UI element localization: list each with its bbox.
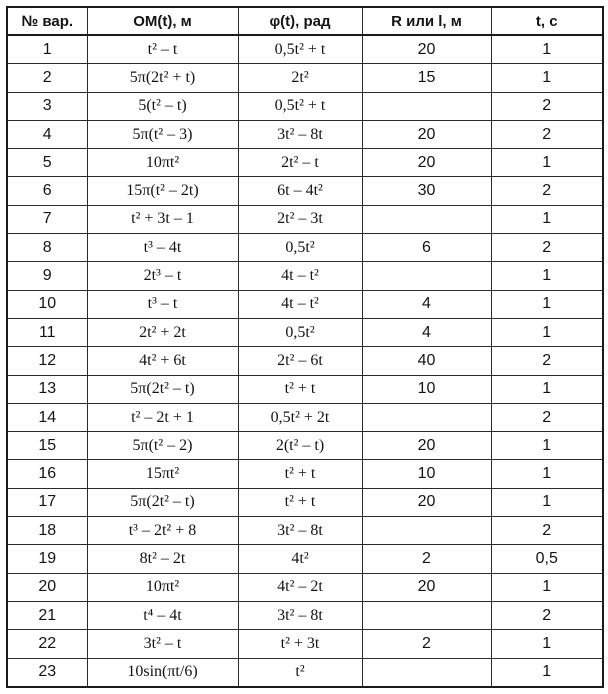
cell-om: t³ – 2t² + 8 bbox=[87, 517, 238, 545]
cell-variant-number: 21 bbox=[7, 601, 87, 629]
cell-time: 1 bbox=[491, 205, 603, 233]
cell-phi: t² + 3t bbox=[238, 630, 362, 658]
cell-om: 5π(2t² – t) bbox=[87, 375, 238, 403]
cell-phi: 0,5t² + t bbox=[238, 35, 362, 64]
cell-phi: 6t – 4t² bbox=[238, 177, 362, 205]
cell-variant-number: 15 bbox=[7, 432, 87, 460]
cell-variant-number: 23 bbox=[7, 658, 87, 687]
cell-time: 1 bbox=[491, 149, 603, 177]
header-phi: φ(t), рад bbox=[238, 7, 362, 35]
cell-phi: 4t² bbox=[238, 545, 362, 573]
cell-om: 3t² – t bbox=[87, 630, 238, 658]
table-row bbox=[7, 347, 603, 375]
cell-r-or-l bbox=[362, 517, 491, 545]
cell-r-or-l bbox=[362, 92, 491, 120]
cell-variant-number: 9 bbox=[7, 262, 87, 290]
cell-time: 1 bbox=[491, 432, 603, 460]
table-row bbox=[7, 234, 603, 262]
cell-time: 2 bbox=[491, 120, 603, 148]
cell-phi: 2t² bbox=[238, 64, 362, 92]
cell-variant-number: 11 bbox=[7, 318, 87, 346]
table-row bbox=[7, 601, 603, 629]
cell-variant-number: 19 bbox=[7, 545, 87, 573]
variants-table bbox=[6, 6, 604, 688]
cell-variant-number: 12 bbox=[7, 347, 87, 375]
table-row bbox=[7, 403, 603, 431]
cell-om: 10sin(πt/6) bbox=[87, 658, 238, 687]
cell-phi: 0,5t² bbox=[238, 318, 362, 346]
cell-r-or-l: 30 bbox=[362, 177, 491, 205]
cell-om: 15πt² bbox=[87, 460, 238, 488]
cell-om: t² – t bbox=[87, 35, 238, 64]
cell-time: 1 bbox=[491, 658, 603, 687]
cell-phi: 3t² – 8t bbox=[238, 601, 362, 629]
cell-r-or-l: 40 bbox=[362, 347, 491, 375]
cell-phi: 4t² – 2t bbox=[238, 573, 362, 601]
cell-om: 2t³ – t bbox=[87, 262, 238, 290]
cell-variant-number: 3 bbox=[7, 92, 87, 120]
table-row bbox=[7, 262, 603, 290]
cell-variant-number: 10 bbox=[7, 290, 87, 318]
cell-variant-number: 2 bbox=[7, 64, 87, 92]
cell-time: 2 bbox=[491, 92, 603, 120]
cell-om: 5π(2t² + t) bbox=[87, 64, 238, 92]
cell-time: 2 bbox=[491, 347, 603, 375]
cell-om: t⁴ – 4t bbox=[87, 601, 238, 629]
variants-table-container bbox=[6, 6, 602, 688]
cell-om: t² + 3t – 1 bbox=[87, 205, 238, 233]
cell-r-or-l: 20 bbox=[362, 488, 491, 516]
table-row bbox=[7, 177, 603, 205]
cell-phi: 4t – t² bbox=[238, 290, 362, 318]
table-row bbox=[7, 545, 603, 573]
cell-r-or-l: 6 bbox=[362, 234, 491, 262]
cell-r-or-l bbox=[362, 262, 491, 290]
cell-om: t³ – 4t bbox=[87, 234, 238, 262]
table-row bbox=[7, 92, 603, 120]
cell-time: 2 bbox=[491, 601, 603, 629]
table-row bbox=[7, 573, 603, 601]
cell-variant-number: 5 bbox=[7, 149, 87, 177]
cell-variant-number: 8 bbox=[7, 234, 87, 262]
table-row bbox=[7, 658, 603, 687]
table-row bbox=[7, 64, 603, 92]
cell-time: 2 bbox=[491, 517, 603, 545]
cell-phi: t² bbox=[238, 658, 362, 687]
cell-time: 2 bbox=[491, 403, 603, 431]
cell-variant-number: 14 bbox=[7, 403, 87, 431]
table-row bbox=[7, 205, 603, 233]
cell-phi: 0,5t² bbox=[238, 234, 362, 262]
cell-phi: 0,5t² + 2t bbox=[238, 403, 362, 431]
cell-om: 8t² – 2t bbox=[87, 545, 238, 573]
cell-om: 2t² + 2t bbox=[87, 318, 238, 346]
cell-r-or-l: 20 bbox=[362, 432, 491, 460]
cell-time: 1 bbox=[491, 375, 603, 403]
table-row bbox=[7, 488, 603, 516]
cell-time: 1 bbox=[491, 35, 603, 64]
cell-time: 1 bbox=[491, 460, 603, 488]
table-row bbox=[7, 120, 603, 148]
cell-phi: 0,5t² + t bbox=[238, 92, 362, 120]
cell-om: 5π(t² – 3) bbox=[87, 120, 238, 148]
cell-r-or-l bbox=[362, 205, 491, 233]
table-row bbox=[7, 460, 603, 488]
cell-variant-number: 4 bbox=[7, 120, 87, 148]
cell-r-or-l: 10 bbox=[362, 375, 491, 403]
cell-r-or-l: 4 bbox=[362, 290, 491, 318]
cell-om: 5π(t² – 2) bbox=[87, 432, 238, 460]
cell-phi: 2t² – t bbox=[238, 149, 362, 177]
cell-om: t² – 2t + 1 bbox=[87, 403, 238, 431]
table-row bbox=[7, 35, 603, 64]
cell-variant-number: 17 bbox=[7, 488, 87, 516]
cell-om: 15π(t² – 2t) bbox=[87, 177, 238, 205]
cell-r-or-l: 20 bbox=[362, 573, 491, 601]
cell-phi: t² + t bbox=[238, 488, 362, 516]
cell-variant-number: 7 bbox=[7, 205, 87, 233]
cell-phi: t² + t bbox=[238, 375, 362, 403]
header-variant-number: № вар. bbox=[7, 7, 87, 35]
cell-om: 10πt² bbox=[87, 573, 238, 601]
cell-variant-number: 16 bbox=[7, 460, 87, 488]
cell-r-or-l bbox=[362, 403, 491, 431]
cell-om: 5(t² – t) bbox=[87, 92, 238, 120]
cell-phi: 4t – t² bbox=[238, 262, 362, 290]
cell-phi: t² + t bbox=[238, 460, 362, 488]
cell-variant-number: 20 bbox=[7, 573, 87, 601]
cell-variant-number: 13 bbox=[7, 375, 87, 403]
cell-phi: 3t² – 8t bbox=[238, 120, 362, 148]
cell-time: 2 bbox=[491, 234, 603, 262]
cell-time: 1 bbox=[491, 488, 603, 516]
cell-om: 4t² + 6t bbox=[87, 347, 238, 375]
cell-r-or-l bbox=[362, 601, 491, 629]
cell-r-or-l: 15 bbox=[362, 64, 491, 92]
header-time: t, с bbox=[491, 7, 603, 35]
cell-om: t³ – t bbox=[87, 290, 238, 318]
cell-time: 1 bbox=[491, 573, 603, 601]
cell-variant-number: 18 bbox=[7, 517, 87, 545]
header-om: OM(t), м bbox=[87, 7, 238, 35]
cell-r-or-l bbox=[362, 658, 491, 687]
cell-phi: 2(t² – t) bbox=[238, 432, 362, 460]
cell-time: 1 bbox=[491, 290, 603, 318]
cell-time: 2 bbox=[491, 177, 603, 205]
cell-om: 5π(2t² – t) bbox=[87, 488, 238, 516]
cell-phi: 2t² – 6t bbox=[238, 347, 362, 375]
table-row bbox=[7, 290, 603, 318]
cell-time: 1 bbox=[491, 64, 603, 92]
table-row bbox=[7, 318, 603, 346]
cell-variant-number: 1 bbox=[7, 35, 87, 64]
header-r-or-l: R или l, м bbox=[362, 7, 491, 35]
cell-phi: 3t² – 8t bbox=[238, 517, 362, 545]
cell-time: 1 bbox=[491, 318, 603, 346]
cell-r-or-l: 2 bbox=[362, 630, 491, 658]
cell-r-or-l: 20 bbox=[362, 120, 491, 148]
cell-r-or-l: 20 bbox=[362, 149, 491, 177]
cell-variant-number: 6 bbox=[7, 177, 87, 205]
cell-phi: 2t² – 3t bbox=[238, 205, 362, 233]
cell-time: 0,5 bbox=[491, 545, 603, 573]
table-row bbox=[7, 375, 603, 403]
table-row bbox=[7, 630, 603, 658]
cell-r-or-l: 10 bbox=[362, 460, 491, 488]
table-row bbox=[7, 517, 603, 545]
cell-om: 10πt² bbox=[87, 149, 238, 177]
cell-variant-number: 22 bbox=[7, 630, 87, 658]
table-row bbox=[7, 432, 603, 460]
table-row bbox=[7, 149, 603, 177]
table-body bbox=[7, 35, 603, 687]
cell-r-or-l: 2 bbox=[362, 545, 491, 573]
cell-time: 1 bbox=[491, 630, 603, 658]
cell-r-or-l: 20 bbox=[362, 35, 491, 64]
table-header-row bbox=[7, 7, 603, 35]
cell-r-or-l: 4 bbox=[362, 318, 491, 346]
cell-time: 1 bbox=[491, 262, 603, 290]
